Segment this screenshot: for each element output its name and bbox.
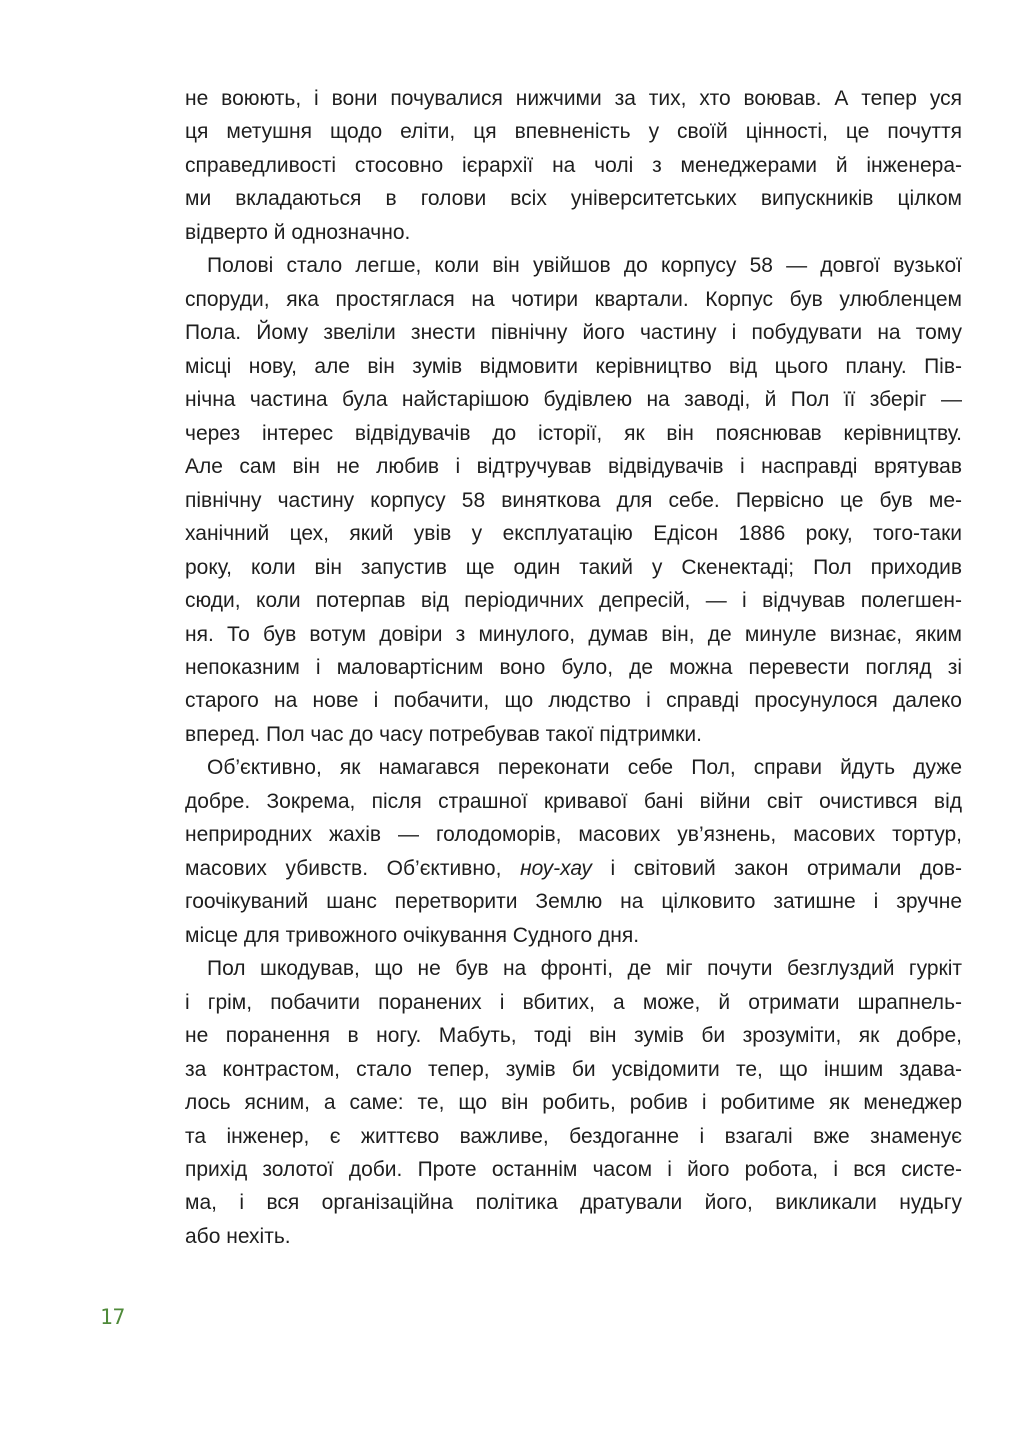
text-line: за контрастом, стало тепер, зумів би усвідомити те, що іншим здава- — [185, 1057, 962, 1081]
text-line: лось ясним, а саме: те, що він робить, робив і робитиме як менеджер — [185, 1091, 962, 1115]
text-line — [185, 852, 962, 885]
text-line: ця метушня щодо еліти, ця впевненість у своїй цінності, це почуття — [185, 120, 962, 144]
text-line: неприродних жахів — голодоморів, масових ув’язнень, масових тортур, — [185, 823, 962, 847]
text-line: прихід золотої доби. Проте останнім часом і його робота, і вся систе- — [185, 1158, 962, 1181]
text-line: та інженер, є життєво важливе, бездоганне і взагалі вже знаменує — [185, 1124, 962, 1148]
paragraph — [185, 751, 962, 952]
text-line: Але сам він не любив і відтручував відвідувачів і насправді врятував — [185, 455, 962, 479]
text-line: гоочікуваний шанс перетворити Землю на цілковито затишне і зручне — [185, 890, 962, 914]
text-line: Полові стало легше, коли він увійшов до корпусу 58 — довгої вузької — [207, 254, 962, 278]
text-line: або нехіть. — [185, 1224, 291, 1248]
body-text — [185, 82, 962, 1253]
text-line: ма, і вся організаційна політика дратували його, викликали нудьгу — [185, 1191, 962, 1215]
text-line: нічна частина була найстарішою будівлею на заводі, й Пол її зберіг — — [185, 388, 962, 412]
text-line: ми вкладаються в голови всіх університетських випускників цілком — [185, 187, 962, 211]
page-number: 17 — [100, 1305, 126, 1329]
text-line: року, коли він запустив ще один такий у Скенектаді; Пол приходив — [185, 555, 962, 579]
text-line: не поранення в ногу. Мабуть, тоді він зумів би зрозуміти, як добре, — [185, 1024, 962, 1048]
text-line: через інтерес відвідувачів до історії, як він пояснював керівництву. — [185, 421, 962, 445]
text-segment: масових убивств. Об’єктивно, — [185, 856, 521, 880]
paragraph — [185, 249, 962, 751]
text-line: Пол шкодував, що не був на фронті, де міг почути безглуздий гуркіт — [207, 957, 962, 981]
text-line: вперед. Пол час до часу потребував такої підтримки. — [185, 722, 702, 746]
text-line: сюди, коли потерпав від періодичних депресій, — і відчував полегшен- — [185, 589, 962, 613]
text-line: місці нову, але він зумів відмовити керівництво від цього плану. Пів- — [185, 354, 962, 378]
italic-term: ноу-хау — [520, 856, 592, 880]
text-line: місце для тривожного очікування Судного дня. — [185, 923, 640, 947]
text-line: ня. То був вотум довіри з минулого, думав він, де минуле визнає, яким — [185, 622, 962, 646]
text-line: відверто й однозначно. — [185, 220, 411, 244]
text-line: справедливості стосовно ієрархії на чолі з менеджерами й інженера- — [185, 153, 962, 177]
text-line: ханічний цех, який увів у експлуатацію Едісон 1886 року, того-таки — [185, 522, 962, 546]
text-line: не воюють, і вони почувалися нижчими за тих, хто воював. А тепер уся — [185, 87, 962, 110]
text-line: старого на нове і побачити, що людство і справді просунулося далеко — [185, 689, 962, 713]
paragraph — [185, 82, 962, 249]
text-line: добре. Зокрема, після страшної кривавої бані війни світ очистився від — [185, 789, 962, 813]
text-line: споруди, яка простяглася на чотири квартали. Корпус був улюбленцем — [185, 287, 962, 311]
text-line: і грім, побачити поранених і вбитих, а може, й отримати шрапнель- — [185, 990, 962, 1014]
text-segment: і світовий закон отримали дов- — [591, 856, 962, 880]
text-line: північну частину корпусу 58 виняткова для себе. Первісно це був ме- — [185, 488, 962, 512]
text-line: непоказним і маловартісним воно було, де можна перевести погляд зі — [185, 655, 962, 679]
text-line: Об’єктивно, як намагався переконати себе Пол, справи йдуть дуже — [207, 756, 962, 780]
paragraph — [185, 952, 962, 1253]
text-line: Пола. Йому звеліли знести північну його частину і побудувати на тому — [185, 321, 962, 345]
